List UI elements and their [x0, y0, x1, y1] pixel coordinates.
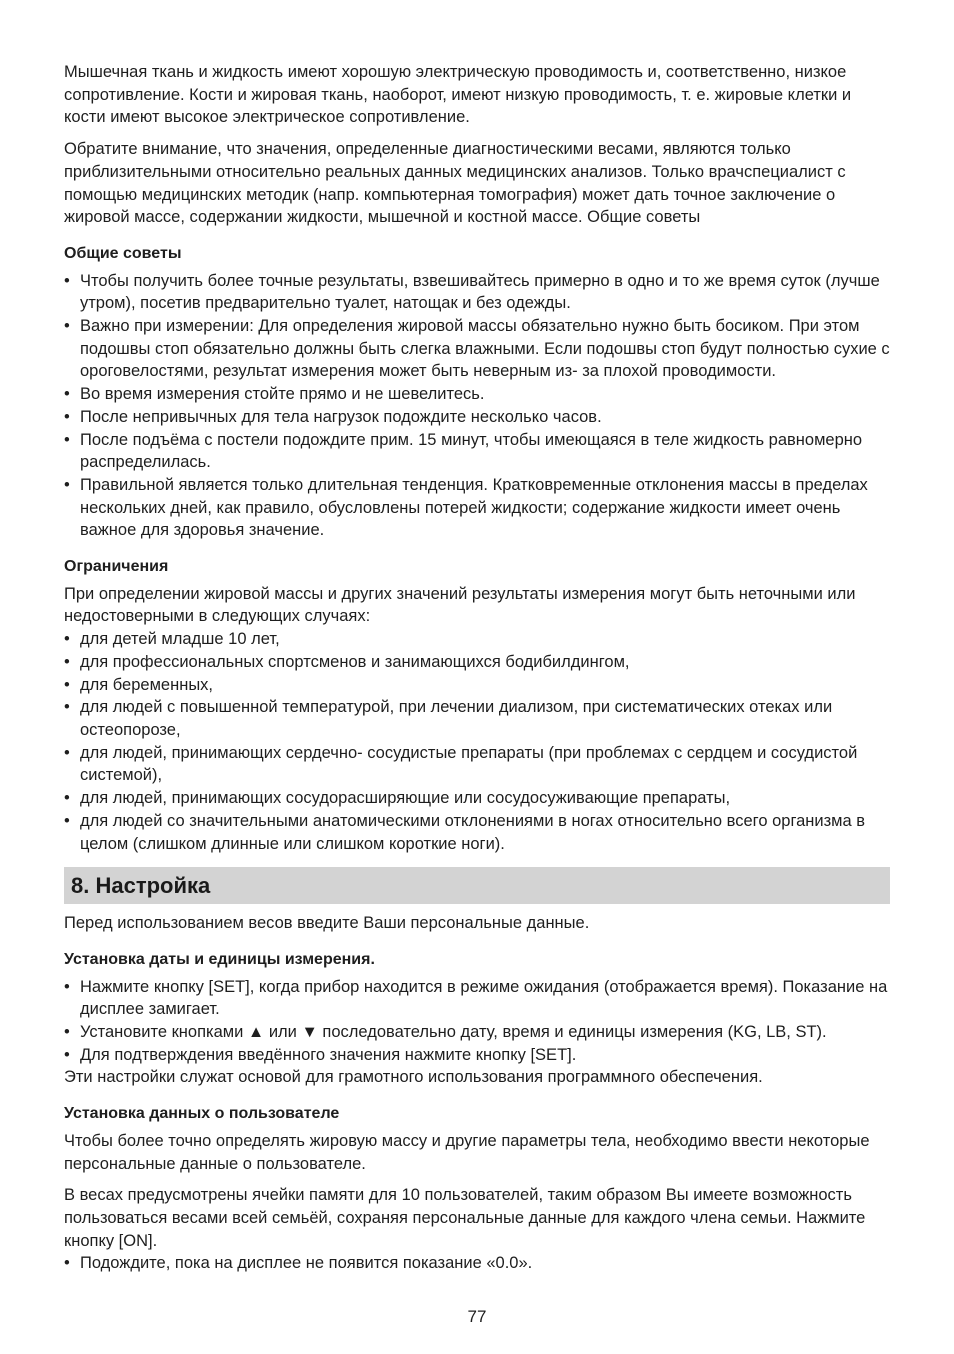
- page-content: [64, 61, 890, 1275]
- user-data-paragraph-1: Чтобы более точно определять жировую массу и другие параметры тела, необходимо ввести некоторые персональные данные о пользователе.: [64, 1131, 870, 1173]
- list-item: • для детей младше 10 лет,: [64, 628, 890, 651]
- date-units-heading: Установка даты и единицы измерения.: [64, 950, 375, 968]
- limitations-intro: При определении жировой массы и других значений результаты измерения могут быть неточными или недостоверными в следующих случаях:: [64, 584, 856, 626]
- page-number: 77: [467, 1307, 487, 1326]
- general-tips-list: [64, 270, 890, 542]
- list-item: • После непривычных для тела нагрузок подождите несколько часов.: [64, 406, 890, 429]
- user-data-heading: Установка данных о пользователе: [64, 1105, 340, 1123]
- date-units-list: [64, 976, 890, 1067]
- list-item: • После подъёма с постели подождите прим. 15 минут, чтобы имеющаяся в теле жидкость равномерно распределилась.: [64, 429, 890, 474]
- limitations-heading: Ограничения: [64, 558, 169, 576]
- list-item: • Подождите, пока на дисплее не появится показание «0.0».: [64, 1252, 890, 1275]
- intro-paragraph-2: Обратите внимание, что значения, определенные диагностическими весами, являются только приблизительными относительно реальных данных медицинских анализов. Только врачспециалист с помощью медицинских методик (напр. компьютерная томография) может дать точное заключение о жировой массе, содержании жидкости, мышечной и костной массе. Общие советы: [64, 140, 846, 227]
- list-item: • для беременных,: [64, 674, 890, 697]
- section-8-header: [64, 867, 890, 904]
- list-item: • Во время измерения стойте прямо и не шевелитесь.: [64, 383, 890, 406]
- date-units-note: Эти настройки служат основой для грамотного использования программного обеспечения.: [64, 1068, 763, 1087]
- list-item: • Чтобы получить более точные результаты, взвешивайтесь примерно в одно и то же время суток (лучше утром), посетив предварительно туалет, натощак и без одежды.: [64, 270, 890, 315]
- list-item: • Нажмите кнопку [SET], когда прибор находится в режиме ожидания (отображается время). Показание на дисплее замигает.: [64, 976, 890, 1021]
- list-item: • Важно при измерении: Для определения жировой массы обязательно нужно быть босиком. При этом подошвы стоп обязательно должны быть слегка влажными. Если подошвы стоп будут полностью сухие с ороговелостями, результат измерения может быть неверным из- за плохой проводимости.: [64, 315, 890, 383]
- user-data-paragraph-2: В весах предусмотрены ячейки памяти для 10 пользователей, таким образом Вы имеете возможность пользоваться весами всей семьёй, сохраняя персональные данные для каждого члена семьи. Нажмите кнопку [ON].: [64, 1186, 866, 1250]
- list-item: • Для подтверждения введённого значения нажмите кнопку [SET].: [64, 1044, 890, 1067]
- limitations-list: [64, 628, 890, 855]
- list-item: • Установите кнопками ▲ или ▼ последовательно дату, время и единицы измерения (KG, LB, ST).: [64, 1021, 890, 1044]
- list-item: • Правильной является только длительная тенденция. Кратковременные отклонения массы в пределах нескольких дней, как правило, обусловлены потерей жидкости; содержание жидкости имеет очень важное для здоровья значение.: [64, 474, 890, 542]
- intro-paragraph-1: Мышечная ткань и жидкость имеют хорошую электрическую проводимость и, соответственно, низкое сопротивление. Кости и жировая ткань, наоборот, имеют низкую проводимость, т. е. жировые клетки и кости имеют высокое электрическое сопротивление.: [64, 63, 852, 127]
- section-8-intro: Перед использованием весов введите Ваши персональные данные.: [64, 914, 590, 933]
- section-title: 8. Настройка: [71, 872, 211, 898]
- list-item: • для людей, принимающих сосудорасширяющие или сосудосуживающие препараты,: [64, 787, 890, 810]
- list-item: • для профессиональных спортсменов и занимающихся бодибилдингом,: [64, 651, 890, 674]
- list-item: • для людей со значительными анатомическими отклонениями в ногах относительно всего организма в целом (слишком длинные или слишком короткие ноги).: [64, 810, 890, 855]
- user-data-list: [64, 1252, 890, 1275]
- list-item: • для людей, принимающих сердечно- сосудистые препараты (при проблемах с сердцем и сосудистой системой),: [64, 742, 890, 787]
- general-tips-heading: Общие советы: [64, 244, 182, 262]
- list-item: • для людей с повышенной температурой, при лечении диализом, при систематических отеках или остеопорозе,: [64, 696, 890, 741]
